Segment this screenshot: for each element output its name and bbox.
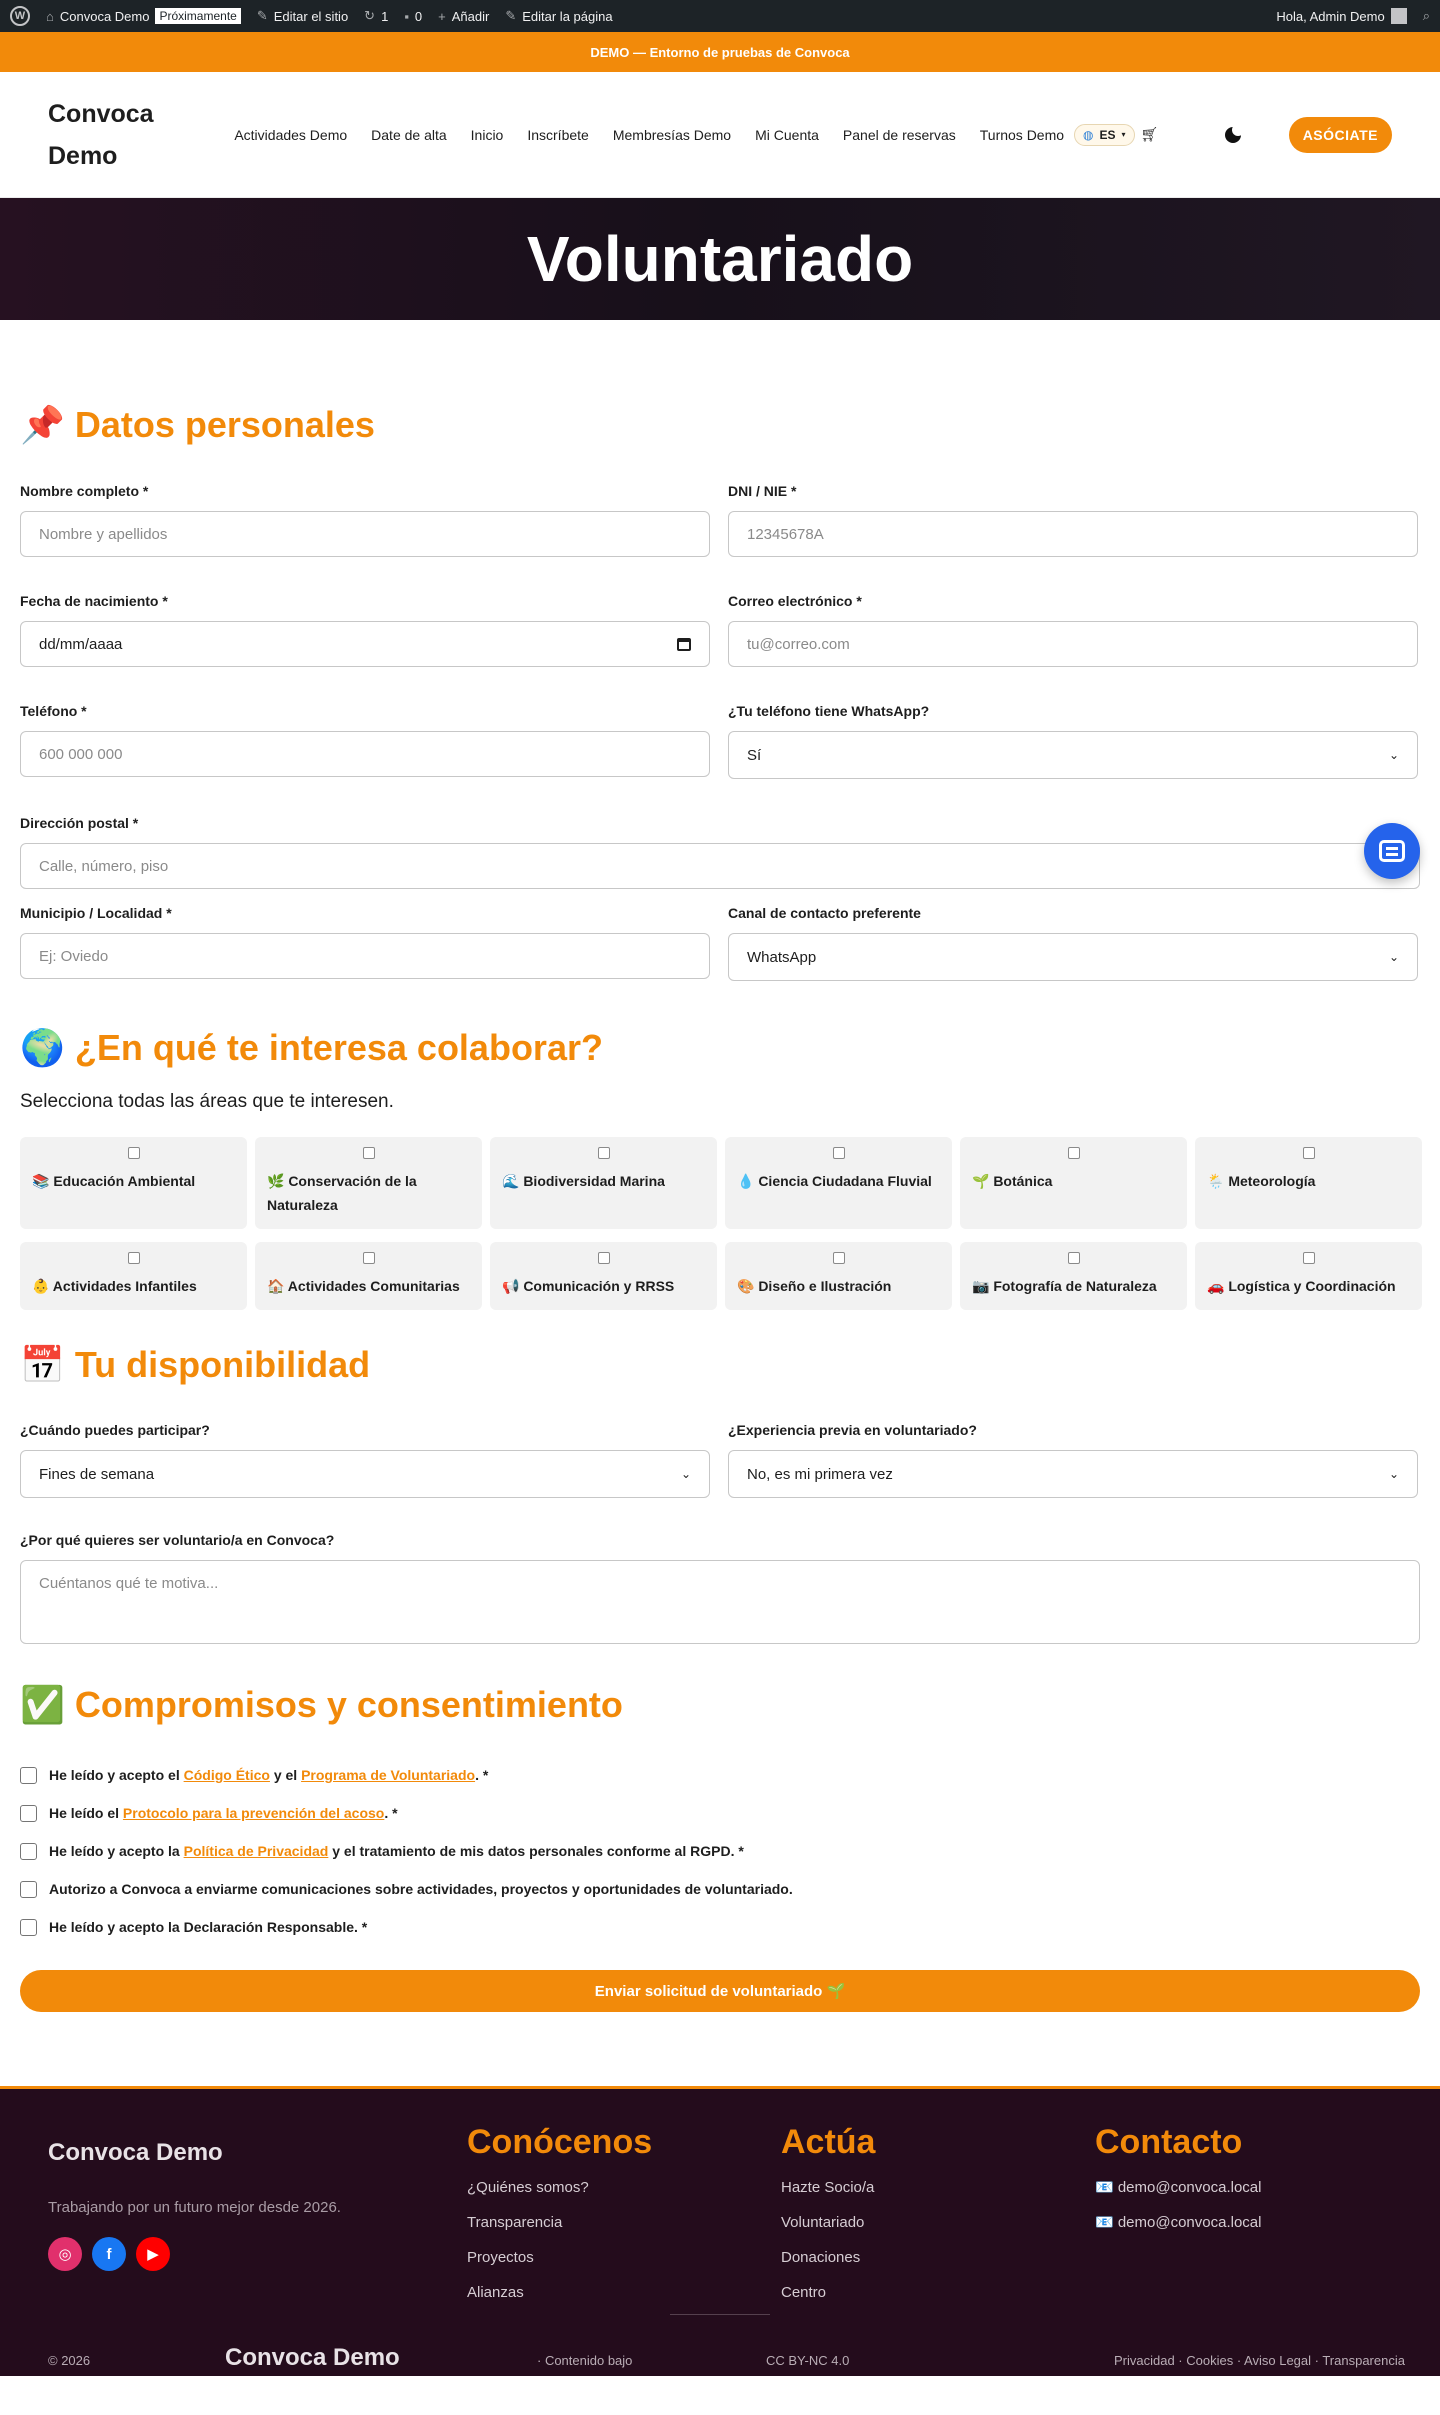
consent-item: He leído y acepto la Declaración Responsable. *	[20, 1908, 1420, 1946]
footer-bottom-brand[interactable]: Convoca Demo	[225, 2344, 400, 2371]
birthdate-input[interactable]: dd/mm/aaaa	[20, 621, 710, 667]
privacy-policy-link[interactable]: Política de Privacidad	[183, 1843, 329, 1859]
refresh-icon: ↻	[364, 8, 376, 23]
chat-icon	[1379, 840, 1405, 862]
footer-col-act: Actúa Hazte Socio/a Voluntariado Donaciones Centro	[781, 2123, 875, 2310]
checkbox[interactable]	[128, 1252, 140, 1264]
footer-link[interactable]: Centro	[781, 2284, 827, 2301]
interest-areas	[20, 1137, 1420, 1310]
edit-site-link[interactable]: ✎ Editar el sitio	[256, 8, 349, 24]
nav-item[interactable]: Membresías Demo	[612, 126, 732, 143]
footer-col-contact: Contacto 📧 demo@convoca.local 📧 demo@convoca.local	[1095, 2123, 1261, 2240]
chevron-down-icon: ⌄	[1388, 1467, 1399, 1481]
when-field: ¿Cuándo puedes participar? Fines de semana ⌄	[20, 1422, 710, 1498]
footer-link[interactable]: Transparencia	[467, 2214, 563, 2231]
section-title-interests: 🌍 ¿En qué te interesa colaborar?	[20, 1027, 603, 1068]
checkbox[interactable]	[128, 1147, 140, 1159]
site-footer	[0, 2086, 1440, 2376]
address-field: Dirección postal * Calle, número, piso	[20, 815, 1420, 889]
chat-button[interactable]	[1364, 823, 1420, 879]
interest-option[interactable]: 🎨 Diseño e Ilustración	[725, 1242, 952, 1310]
nav-item[interactable]: Inscríbete	[527, 126, 589, 143]
checkbox[interactable]	[1068, 1252, 1080, 1264]
globe-icon: ◍	[1083, 127, 1094, 142]
footer-brand[interactable]: Convoca Demo	[48, 2139, 223, 2166]
phone-field: Teléfono * 600 000 000	[20, 703, 710, 779]
footer-link[interactable]: Hazte Socio/a	[781, 2179, 875, 2196]
updates-link[interactable]: ↻ 1	[364, 8, 389, 24]
consent-item: Autorizo a Convoca a enviarme comunicaciones sobre actividades, proyectos y oportunidades de voluntariado.	[20, 1870, 1420, 1908]
comment-icon: ▪	[404, 8, 409, 24]
footer-legal-links[interactable]: Privacidad · Cookies · Aviso Legal · Transparencia	[1114, 2353, 1405, 2368]
interest-option[interactable]: 🌱 Botánica	[960, 1137, 1187, 1229]
interest-option[interactable]: 💧 Ciencia Ciudadana Fluvial	[725, 1137, 952, 1229]
interest-option[interactable]: 🌦️ Meteorología	[1195, 1137, 1422, 1229]
volunteer-program-link[interactable]: Programa de Voluntariado	[301, 1767, 476, 1783]
ethics-code-link[interactable]: Código Ético	[183, 1767, 270, 1783]
interest-option[interactable]: 🚗 Logística y Coordinación	[1195, 1242, 1422, 1310]
footer-link[interactable]: Voluntariado	[781, 2214, 865, 2231]
footer-email-link[interactable]: 📧 demo@convoca.local	[1095, 2179, 1262, 2196]
submit-button[interactable]: Enviar solicitud de voluntariado 🌱	[20, 1970, 1420, 2012]
birthdate-field: Fecha de nacimiento * dd/mm/aaaa	[20, 593, 710, 667]
account-menu[interactable]: Hola, Admin Demo	[1276, 8, 1406, 24]
social-links	[48, 2237, 170, 2271]
checkbox[interactable]	[20, 1881, 37, 1898]
pencil-icon: ✎	[505, 8, 517, 23]
town-input[interactable]: Ej: Oviedo	[20, 933, 710, 979]
when-select[interactable]: Fines de semana ⌄	[20, 1450, 710, 1498]
join-button[interactable]: ASÓCIATE	[1289, 117, 1392, 153]
checkbox[interactable]	[1303, 1147, 1315, 1159]
cart-icon[interactable]: 🛒︎	[1140, 126, 1159, 142]
interests-intro: Selecciona todas las áreas que te interesen.	[20, 1091, 394, 1112]
calendar-icon: 📅	[20, 1344, 65, 1385]
chevron-down-icon: ⌄	[1388, 748, 1399, 762]
section-title-personal: 📌 Datos personales	[20, 404, 375, 445]
dni-input[interactable]: 12345678A	[728, 511, 1418, 557]
checkbox[interactable]	[1303, 1252, 1315, 1264]
checkbox[interactable]	[1068, 1147, 1080, 1159]
site-logo[interactable]: Convoca Demo	[48, 99, 154, 170]
checkbox[interactable]	[20, 1843, 37, 1860]
town-field: Municipio / Localidad * Ej: Oviedo	[20, 905, 710, 981]
interest-option[interactable]: 📚 Educación Ambiental	[20, 1137, 247, 1229]
whatsapp-field: ¿Tu teléfono tiene WhatsApp? Sí ⌄	[728, 703, 1418, 779]
checkbox[interactable]	[363, 1147, 375, 1159]
volunteer-form	[0, 404, 1440, 2012]
globe-icon: 🌍	[20, 1027, 65, 1068]
contact-channel-field: Canal de contacto preferente WhatsApp ⌄	[728, 905, 1418, 981]
footer-col-about: Conócenos ¿Quiénes somos? Transparencia Proyectos Alianzas	[467, 2123, 652, 2310]
experience-field: ¿Experiencia previa en voluntariado? No, es mi primera vez ⌄	[728, 1422, 1418, 1498]
edit-page-link[interactable]: ✎ Editar la página	[505, 8, 613, 24]
facebook-icon[interactable]: f	[92, 2237, 126, 2271]
checkbox[interactable]	[20, 1919, 37, 1936]
footer-link[interactable]: Donaciones	[781, 2249, 861, 2266]
section-title-availability: 📅 Tu disponibilidad	[20, 1344, 371, 1385]
instagram-icon[interactable]: ◎	[48, 2237, 82, 2271]
footer-link[interactable]: Alianzas	[467, 2284, 524, 2301]
chevron-down-icon: ⌄	[680, 1467, 691, 1481]
pin-icon: 📌	[20, 404, 65, 445]
dni-field: DNI / NIE * 12345678A	[728, 483, 1418, 557]
name-input[interactable]: Nombre y apellidos	[20, 511, 710, 557]
nav-item[interactable]: Mi Cuenta	[755, 126, 819, 143]
footer-divider	[670, 2314, 770, 2315]
checkbox[interactable]	[598, 1147, 610, 1159]
section-title-consent: ✅ Compromisos y consentimiento	[20, 1684, 623, 1725]
interest-option[interactable]: 🏠 Actividades Comunitarias	[255, 1242, 482, 1310]
comments-link[interactable]: ▪ 0	[404, 8, 423, 24]
whatsapp-select[interactable]: Sí ⌄	[728, 731, 1418, 779]
consent-item: He leído el Protocolo para la prevención del acoso. *	[20, 1794, 1420, 1832]
interest-option[interactable]: 🌿 Conservación de la Naturaleza	[255, 1137, 482, 1229]
footer-email-link[interactable]: 📧 demo@convoca.local	[1095, 2214, 1262, 2231]
calendar-icon[interactable]	[677, 638, 691, 651]
phone-input[interactable]: 600 000 000	[20, 731, 710, 777]
language-switcher[interactable]: ◍ ES ▾	[1074, 124, 1135, 146]
chevron-down-icon: ⌄	[1388, 950, 1399, 964]
email-input[interactable]: tu@correo.com	[728, 621, 1418, 667]
nav-item[interactable]: Panel de reservas	[842, 126, 956, 143]
consent-list	[20, 1756, 1420, 1946]
consent-item: He leído y acepto el Código Ético y el Programa de Voluntariado. *	[20, 1756, 1420, 1794]
page-title: Voluntariado	[526, 223, 914, 295]
footer-link[interactable]: Proyectos	[467, 2249, 534, 2266]
experience-select[interactable]: No, es mi primera vez ⌄	[728, 1450, 1418, 1498]
checkbox[interactable]	[363, 1252, 375, 1264]
footer-low-content: · Contenido bajo	[537, 2353, 633, 2368]
add-new-link[interactable]: + Añadir	[438, 8, 490, 24]
interest-option[interactable]: 📢 Comunicación y RRSS	[490, 1242, 717, 1310]
brush-icon: ✎	[256, 8, 268, 23]
interest-option[interactable]: 👶 Actividades Infantiles	[20, 1242, 247, 1310]
plus-icon: +	[438, 8, 446, 24]
nav-item[interactable]: Date de alta	[371, 126, 447, 143]
home-icon: ⌂	[46, 8, 54, 24]
check-icon: ✅	[20, 1684, 65, 1725]
dark-mode-toggle-icon[interactable]	[1225, 127, 1241, 143]
name-field: Nombre completo * Nombre y apellidos	[20, 483, 710, 557]
address-input[interactable]: Calle, número, piso	[20, 843, 1420, 889]
footer-tagline: Trabajando por un futuro mejor desde 2026.	[48, 2199, 341, 2216]
wordpress-logo-icon[interactable]: W	[10, 6, 30, 26]
email-field: Correo electrónico * tu@correo.com	[728, 593, 1418, 667]
checkbox[interactable]	[598, 1252, 610, 1264]
footer-license[interactable]: CC BY-NC 4.0	[766, 2353, 850, 2368]
youtube-icon[interactable]: ▶	[136, 2237, 170, 2271]
harassment-protocol-link[interactable]: Protocolo para la prevención del acoso	[122, 1805, 385, 1821]
footer-copyright: © 2026	[48, 2353, 91, 2368]
nav-item[interactable]: Actividades Demo	[234, 126, 348, 143]
footer-link[interactable]: ¿Quiénes somos?	[467, 2179, 589, 2196]
checkbox[interactable]	[20, 1767, 37, 1784]
nav-item[interactable]: Inicio	[470, 126, 504, 143]
checkbox[interactable]	[833, 1252, 845, 1264]
nav-item[interactable]: Turnos Demo	[979, 126, 1065, 143]
consent-item: He leído y acepto la Política de Privacidad y el tratamiento de mis datos personales conforme al RGPD. *	[20, 1832, 1420, 1870]
main-nav	[208, 124, 1185, 146]
interest-option[interactable]: 🌊 Biodiversidad Marina	[490, 1137, 717, 1229]
contact-channel-select[interactable]: WhatsApp ⌄	[728, 933, 1418, 981]
admin-bar	[0, 0, 1440, 32]
demo-banner: DEMO — Entorno de pruebas de Convoca	[0, 32, 1440, 72]
motivation-textarea[interactable]: Cuéntanos qué te motiva...	[20, 1560, 1420, 1644]
search-icon[interactable]: ⌕	[1422, 8, 1430, 23]
admin-site-link[interactable]: ⌂ Convoca Demo Próximamente	[46, 8, 241, 24]
chevron-down-icon: ▾	[1121, 130, 1126, 139]
checkbox[interactable]	[20, 1805, 37, 1822]
site-header	[0, 72, 1440, 198]
interest-option[interactable]: 📷 Fotografía de Naturaleza	[960, 1242, 1187, 1310]
motivation-field: ¿Por qué quieres ser voluntario/a en Convoca? Cuéntanos qué te motiva...	[20, 1532, 1420, 1644]
hero-banner	[0, 198, 1440, 320]
avatar	[1391, 8, 1407, 24]
coming-soon-badge: Próximamente	[155, 8, 240, 24]
checkbox[interactable]	[833, 1147, 845, 1159]
